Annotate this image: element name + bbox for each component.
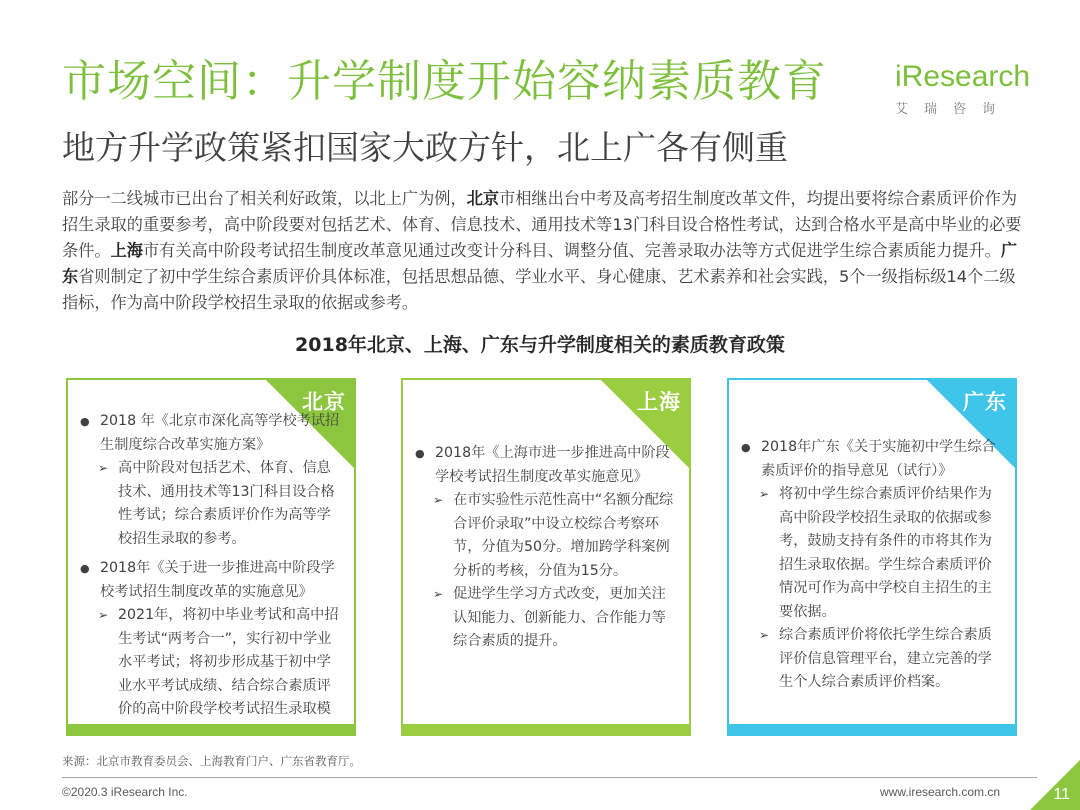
intro-beijing: 北京 — [466, 189, 500, 208]
page-number: 11 — [1053, 786, 1070, 803]
iresearch-logo — [895, 62, 1045, 117]
page-subtitle: 地方升学政策紧扣国家大政方针，北上广各有侧重 — [62, 128, 788, 167]
intro-text-4: 省则制定了初中学生综合素质评价具体标准，包括思想品德、学业水平、身心健康、艺术素养和社会实践，5个一级指标级14个二级指标，作为高中阶段学校招生录取的依据或参考。 — [62, 267, 1016, 312]
page-title: 市场空间：升学制度开始容纳素质教育 — [62, 56, 827, 107]
policy-sub-bullet: ➢ 促进学生学习方式改变，更加关注认知能力、创新能力、合作能力等综合素质的提升。 — [415, 583, 675, 654]
logo-wordmark: iResearch — [895, 60, 1031, 93]
intro-shanghai: 上海 — [110, 241, 143, 260]
copyright: ©2020.3 iResearch Inc. — [62, 785, 188, 799]
card-tag-shanghai: 上海 — [637, 390, 681, 414]
card-content-guangdong — [741, 436, 1001, 695]
logo-chinese-name: 艾瑞咨询 — [895, 102, 1012, 117]
card-bottom-bar — [729, 724, 1015, 734]
policy-card-beijing — [66, 378, 356, 736]
policy-sub-bullet: ➢ 2021年，将初中毕业考试和高中招生考试“两考合一”，实行初中学业水平考试；将初步形成基于初中学业水平考试成绩、结合综合素质评价的高中阶段学校考试招生录取模 — [80, 604, 340, 736]
policy-bullet: ● 2018年《关于进一步推进高中阶段学校考试招生制度改革的实施意见》 — [80, 557, 340, 604]
policy-bullet: ● 2018 年《北京市深化高等学校考试招生制度综合改革实施方案》 — [80, 410, 340, 457]
policy-sub-bullet: ➢ 在市实验性示范性高中“名额分配综合评价录取”中设立校综合考察环节，分值为50分。增加跨学科案例分析的考核，分值为15分。 — [415, 489, 675, 583]
section-title: 2018年北京、上海、广东与升学制度相关的素质教育政策 — [295, 334, 785, 356]
website-link[interactable]: www.iresearch.com.cn — [880, 785, 1001, 799]
intro-guangdong: 广东 — [62, 241, 1018, 286]
source-note: 来源：北京市教育委员会、上海教育门户、广东省教育厅。 — [62, 754, 361, 768]
intro-text-1: 部分一二线城市已出台了相关利好政策，以北上广为例， — [62, 189, 467, 208]
policy-sub-bullet: ➢ 将初中学生综合素质评价结果作为高中阶段学校招生录取的依据或参考，鼓励支持有条件的市将其作为招生录取依据。学生综合素质评价情况可作为高中学校自主招生的主要依据。 — [741, 483, 1001, 624]
policy-card-guangdong — [727, 378, 1017, 736]
card-content-beijing — [80, 410, 340, 736]
card-tag-guangdong: 广东 — [963, 390, 1007, 414]
policy-bullet: ● 2018年广东《关于实施初中学生综合素质评价的指导意见（试行）》 — [741, 436, 1001, 483]
policy-sub-bullet: ➢ 高中阶段对包括艺术、体育、信息技术、通用技术等13门科目设合格性考试；综合素质评价作为高等学校招生录取的参考。 — [80, 457, 340, 551]
card-bottom-bar — [68, 724, 354, 734]
card-bottom-bar — [403, 724, 689, 734]
footer-divider — [62, 777, 1037, 778]
intro-paragraph — [62, 186, 1024, 316]
card-content-shanghai — [415, 442, 675, 654]
intro-text-2: 市相继出台中考及高考招生制度改革文件，均提出要将综合素质评价作为招生录取的重要参考，高中阶段要对包括艺术、体育、信息技术、通用技术等13门科目设合格性考试，达到合格水平是高中毕业的必要条件。 — [62, 189, 1022, 260]
policy-bullet: ● 2018年《上海市进一步推进高中阶段学校考试招生制度改革实施意见》 — [415, 442, 675, 489]
card-tag-beijing: 北京 — [302, 390, 346, 414]
policy-card-shanghai — [401, 378, 691, 736]
intro-text-3: 市有关高中阶段考试招生制度改革意见通过改变计分科目、调整分值、完善录取办法等方式促进学生综合素质能力提升。 — [142, 241, 1001, 260]
policy-sub-bullet: ➢ 综合素质评价将依托学生综合素质评价信息管理平台，建立完善的学生个人综合素质评价档案。 — [741, 624, 1001, 695]
